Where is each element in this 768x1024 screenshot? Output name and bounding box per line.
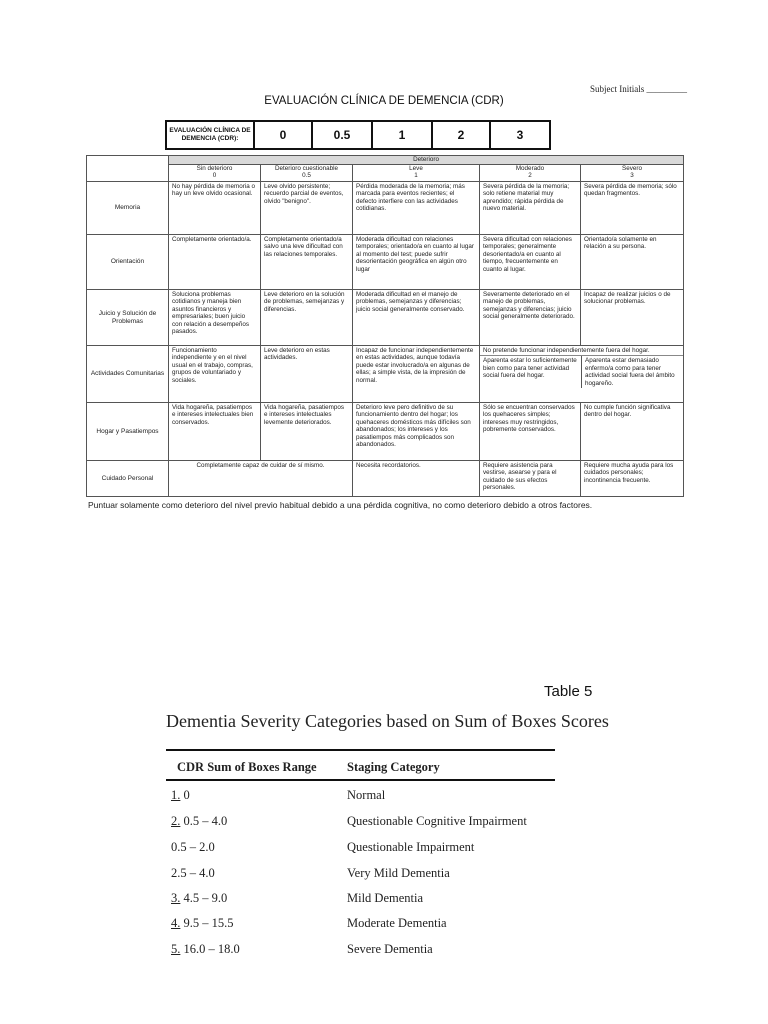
table5-title: Dementia Severity Categories based on Sum of Boxes Scores xyxy=(166,711,609,731)
table5-category-1: Normal xyxy=(347,788,386,802)
cdr-footnote: Puntuar solamente como deterioro del nivel previo habitual debido a una pérdida cognitiva, no como deterioro debido a otros factores. xyxy=(88,500,593,510)
cell-memoria-3: Severa pérdida de memoria; sólo quedan fragmentos. xyxy=(581,182,684,235)
table5-category-4: Moderate Dementia xyxy=(347,916,447,930)
cell-juicio-1: Moderada dificultad en el manejo de problemas, semejanzas y diferencias; juicio social generalmente conservado. xyxy=(353,290,480,346)
cell-hogar-0: Vida hogareña, pasatiempos e intereses intelectuales bien conservados. xyxy=(169,403,261,461)
cell-hogar-0-5: Vida hogareña, pasatiempos e intereses intelectuales levemente deteriorados. xyxy=(261,403,353,461)
row-label-orientacion: Orientación xyxy=(87,235,169,290)
table5-category-3: Mild Dementia xyxy=(347,891,424,905)
table5-range-5: 5. 16.0 – 18.0 xyxy=(171,942,240,956)
score-2: 2 xyxy=(432,121,490,149)
cdr-title: EVALUACIÓN CLÍNICA DE DEMENCIA (CDR) xyxy=(264,95,504,107)
cell-juicio-0-5: Leve deterioro en la solución de problemas, semejanzas y diferencias. xyxy=(261,290,353,346)
table5-category-2: Questionable Cognitive Impairment xyxy=(347,814,527,828)
cell-cuidado-3: Requiere mucha ayuda para los cuidados personales; incontinencia frecuente. xyxy=(581,461,684,497)
cell-memoria-2: Severa pérdida de la memoria; solo retiene material muy aprendido; rápida pérdida de nuevo material. xyxy=(480,182,581,235)
cell-memoria-1: Pérdida moderada de la memoria; más marcada para eventos recientes; el defecto interfiere con las actividades cotidianas. xyxy=(353,182,480,235)
table5-top-rule xyxy=(166,749,555,751)
cell-juicio-0: Soluciona problemas cotidianos y maneja bien asuntos financieros y empresariales; buen juicio con relación a desempeños pasados. xyxy=(169,290,261,346)
score-box-label: EVALUACIÓN CLÍNICA DE DEMENCIA (CDR): xyxy=(166,121,254,149)
row-juicio xyxy=(87,290,684,346)
cell-orientacion-2: Severa dificultad con relaciones temporales; generalmente desorientado/a en cuanto al tiempo, frecuentemente en cuanto al lugar. xyxy=(480,235,581,290)
cell-hogar-2: Sólo se encuentran conservados los quehaceres simples; intereses muy restringidos, pobremente conservados. xyxy=(480,403,581,461)
cell-memoria-0-5: Leve olvido persistente; recuerdo parcial de eventos, olvido "benigno". xyxy=(261,182,353,235)
table5-range-2a: 0.5 – 2.0 xyxy=(171,840,215,854)
table5-category-5: Severe Dementia xyxy=(347,942,433,956)
col-header-sin-deterioro: Sin deterioro 0 xyxy=(169,165,261,182)
cell-hogar-3: No cumple función significativa dentro del hogar. xyxy=(581,403,684,461)
col-header-moderado: Moderado 2 xyxy=(480,165,581,182)
cell-actividades-2: Aparenta estar lo suficientemente bien como para tener actividad social fuera del hogar. xyxy=(480,356,582,388)
row-cuidado xyxy=(87,461,684,497)
cell-actividades-1: Incapaz de funcionar independientemente en estas actividades, aunque todavía puede estar involucrado/a en algunas de ellas; a simple vista, de la impresión de normal. xyxy=(353,346,480,403)
table5-range-4: 4. 9.5 – 15.5 xyxy=(171,916,234,930)
table5-category-2a: Questionable Impairment xyxy=(347,840,475,854)
row-label-hogar: Hogar y Pasatiempos xyxy=(87,403,169,461)
row-label-actividades: Actividades Comunitarias xyxy=(87,346,169,403)
table5-category-2b: Very Mild Dementia xyxy=(347,866,450,880)
deterioro-header: Deterioro xyxy=(169,156,684,165)
score-3: 3 xyxy=(490,121,550,149)
table5-range-3: 3. 4.5 – 9.0 xyxy=(171,891,228,905)
cell-cuidado-2: Requiere asistencia para vestirse, asearse y para el cuidado de sus efectos personales. xyxy=(480,461,581,497)
table5-range-2: 2. 0.5 – 4.0 xyxy=(171,814,228,828)
cell-orientacion-0: Completamente orientado/a. xyxy=(169,235,261,290)
cell-actividades-3: Aparenta estar demasiado enfermo/a como para tener actividad social fuera del ámbito hogareño. xyxy=(585,357,675,387)
cell-orientacion-0-5: Completamente orientado/a salvo una leve dificultad con las relaciones temporales. xyxy=(261,235,353,290)
cell-orientacion-3: Orientado/a solamente en relación a su persona. xyxy=(581,235,684,290)
score-0-5: 0.5 xyxy=(312,121,372,149)
score-0: 0 xyxy=(254,121,312,149)
table5-range-1: 1. 0 xyxy=(171,788,190,802)
table5-range-2b: 2.5 – 4.0 xyxy=(171,866,215,880)
row-label-juicio: Juicio y Solución de Problemas xyxy=(87,290,169,346)
cell-juicio-2: Severamente deteriorado en el manejo de problemas, semejanzas y diferencias; juicio social generalmente deteriorado. xyxy=(480,290,581,346)
cdr-table xyxy=(86,155,684,497)
row-label-cuidado: Cuidado Personal xyxy=(87,461,169,497)
subject-initials: Subject Initials _________ xyxy=(590,84,687,94)
col-header-leve: Leve 1 xyxy=(353,165,480,182)
row-memoria xyxy=(87,182,684,235)
cell-actividades-2-3 xyxy=(480,346,684,403)
cell-actividades-0-5: Leve deterioro en estas actividades. xyxy=(261,346,353,403)
cell-memoria-0: No hay pérdida de memoria o hay un leve olvido ocasional. xyxy=(169,182,261,235)
cell-hogar-1: Deterioro leve pero definitivo de su funcionamiento dentro del hogar; los quehaceres domésticos más difíciles son abandonados; los intereses y los pasatiempos más complicados son abandonados. xyxy=(353,403,480,461)
table5-header-category: Staging Category xyxy=(347,760,440,774)
score-1: 1 xyxy=(372,121,432,149)
cell-actividades-0: Funcionamiento independiente y en el nivel usual en el trabajo, compras, grupos de voluntariado y sociales. xyxy=(169,346,261,403)
cdr-score-box xyxy=(165,120,551,150)
row-orientacion xyxy=(87,235,684,290)
actividades-span-note: No pretende funcionar independientemente fuera del hogar. xyxy=(480,346,683,356)
table5-header-rule xyxy=(166,779,555,781)
row-label-memoria: Memoria xyxy=(87,182,169,235)
table5-header-range: CDR Sum of Boxes Range xyxy=(177,760,317,774)
row-actividades xyxy=(87,346,684,403)
corner-cell xyxy=(87,156,169,182)
cell-cuidado-1: Necesita recordatorios. xyxy=(353,461,480,497)
table5-label: Table 5 xyxy=(544,683,593,700)
col-header-cuestionable: Deterioro cuestionable 0.5 xyxy=(261,165,353,182)
cell-juicio-3: Incapaz de realizar juicios o de solucionar problemas. xyxy=(581,290,684,346)
row-hogar xyxy=(87,403,684,461)
cell-orientacion-1: Moderada dificultad con relaciones temporales; orientado/a en cuanto al lugar al momento del test; puede sufrir desorientación geográfica en algún otro lugar xyxy=(353,235,480,290)
cell-cuidado-0-0-5: Completamente capaz de cuidar de sí mismo. xyxy=(169,461,353,497)
col-header-severo: Severo 3 xyxy=(581,165,684,182)
